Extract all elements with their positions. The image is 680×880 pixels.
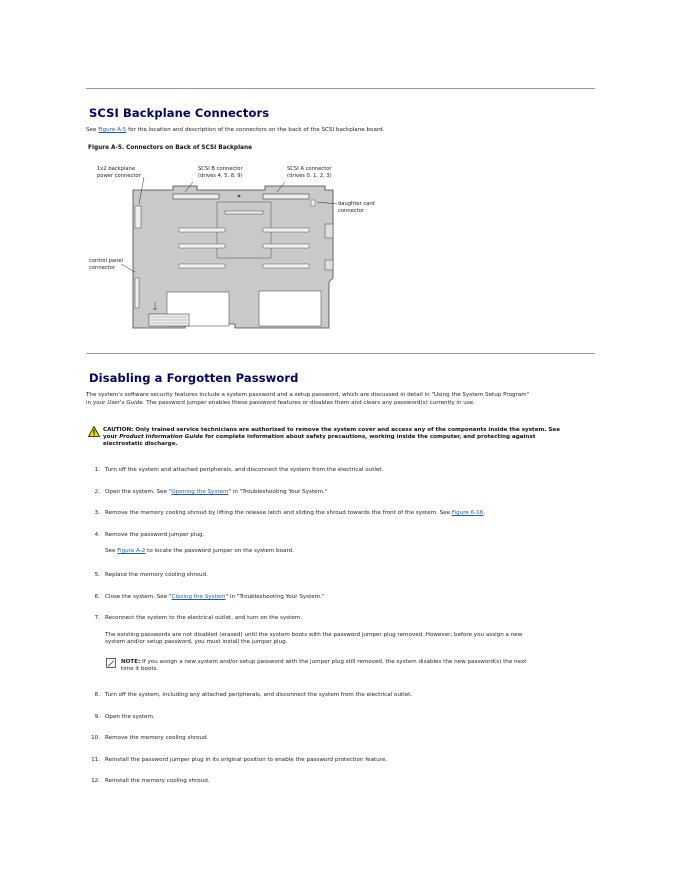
password-intro [86,392,598,407]
step-number: 11. [91,757,100,763]
step-text: Reinstall the password jumper plug in its original position to enable the password protection feature. [105,757,388,763]
closing-system-link[interactable]: Closing the System [171,594,226,600]
figure-6-16-link[interactable]: Figure 6-16 [451,510,484,516]
step-text [105,594,595,601]
caution-label: CAUTION: [103,427,134,433]
scsi-backplane-figure [85,160,385,332]
section-title-password: Disabling a Forgotten Password [89,371,299,385]
text: See [105,548,118,554]
step-number: 3. [94,510,100,516]
callout-scsi-a-connector: SCSI A connector (drives 0, 1, 2, 3) [287,166,332,179]
pencil-icon [106,658,116,668]
step-number: 12. [91,778,100,784]
opening-system-link[interactable]: Opening the System [171,489,229,495]
step-text: Reinstall the memory cooling shroud. [105,778,210,784]
text: Only trained service technicians are authorized to remove the system cover and access any of the components inside the system. See [133,427,561,433]
text: Close the system. See " [105,594,172,600]
step-number: 10. [91,735,100,741]
step-number: 9. [94,714,100,720]
step-7-detail [105,632,595,647]
text: Open the system. See " [105,489,172,495]
step-number: 2. [94,489,100,495]
figure-caption: Figure A-5. Connectors on Back of SCSI Backplane [88,145,253,151]
step-text: Turn off the system, including any attached peripherals, and disconnect the system from the electrical outlet. [105,692,413,698]
text: to locate the password jumper on the system board. [145,548,294,554]
text: See [86,127,99,133]
step-text: Open the system. [105,714,155,720]
note-text [121,659,595,674]
step-text: Remove the password jumper plug. [105,532,205,538]
note-label: NOTE: [121,659,141,665]
step-text [105,510,595,517]
section-divider [86,353,595,354]
text: in your [86,399,108,406]
callout-control-panel-connector: control panel connector [89,258,124,271]
text: The existing passwords are not disabled (erased) until the system boots with the password jumper plug removed. However, before you assign a new [105,632,523,638]
step-number: 1. [94,467,100,473]
text: for the location and description of the connectors on the back of the SCSI backplane board. [126,127,385,133]
figure-a5-link[interactable]: Figure A-5 [98,127,127,133]
step-number: 4. [94,532,100,538]
text: for complete information about safety precautions, working inside the computer, and protecting against [203,433,536,440]
text: " in "Troubleshooting Your System." [228,489,328,495]
callout-daughter-card-connector: daughter card connector [338,201,375,214]
step-number: 8. [94,692,100,698]
caution-text [103,427,598,447]
text [86,400,598,408]
step-text: Reconnect the system to the electrical outlet, and turn on the system. [105,615,303,621]
figure-a2-link[interactable]: Figure A-2 [117,548,146,554]
section-title-scsi: SCSI Backplane Connectors [89,106,270,120]
text: electrostatic discharge. [103,440,178,447]
text: The system's software security features include a system password and a setup password, which are discussed in detail in "Using the System Setup Program" [86,392,530,398]
step-text: Remove the memory cooling shroud. [105,735,209,741]
callout-scsi-b-connector: SCSI B connector (drives 4, 5, 8, 9) [198,166,243,179]
step-text: Turn off the system and attached peripherals, and disconnect the system from the electrical outlet. [105,467,384,473]
text: . [483,510,486,516]
step-text [105,489,595,496]
text: system and/or setup password, you must install the jumper plug. [105,639,288,646]
guide-title: User's Guide [107,399,143,406]
text: Remove the memory cooling shroud by lifting the release latch and sliding the shroud towards the front of the system. See [105,510,452,516]
step-number: 7. [94,615,100,621]
callout-power-connector: 1x2 backplane power connector [97,166,141,179]
step-text: Replace the memory cooling shroud. [105,572,208,578]
step-number: 5. [94,572,100,578]
text: time it boots. [121,666,159,673]
scsi-intro [86,127,598,135]
warning-icon [88,426,100,437]
text: your [103,433,120,440]
section-divider [86,88,595,89]
step-4-detail [105,548,595,555]
text: . The password jumper enables these password features or disables them and clears any password(s) currently in use. [142,399,475,406]
step-number: 6. [94,594,100,600]
text: " in "Troubleshooting Your System." [225,594,325,600]
text: If you assign a new system and/or setup password with the jumper plug still removed, the system disables the new password(s) the next [140,659,527,665]
guide-title: Product Information Guide [119,433,203,440]
